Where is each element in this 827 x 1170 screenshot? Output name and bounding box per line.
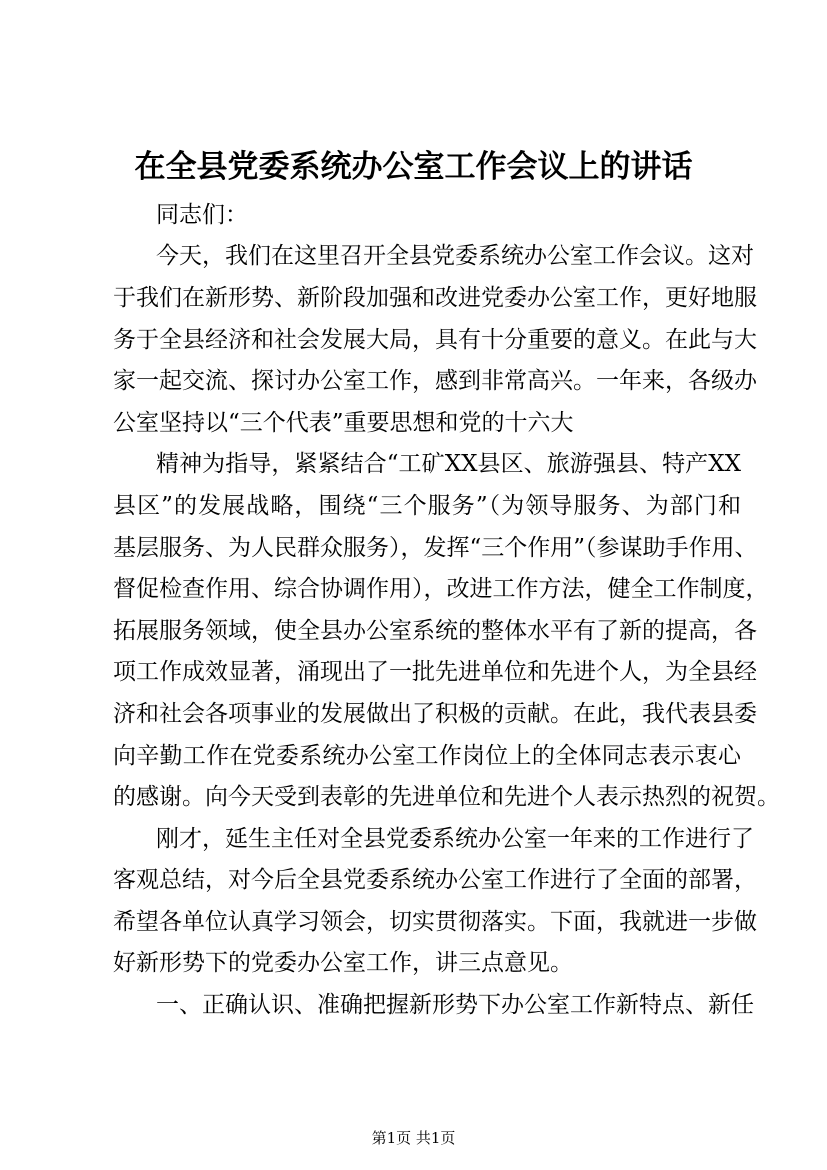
paragraph-2-line-8: 向辛勤工作在党委系统办公室工作岗位上的全体同志表示衷心 (113, 743, 741, 769)
paragraph-3-line-1: 刚才，延生主任对全县党委系统办公室一年来的工作进行了 (156, 826, 754, 852)
paragraph-3-line-3: 希望各单位认真学习领会，切实贯彻落实。下面，我就进一步做 (113, 909, 757, 935)
document-title: 在全县党委系统办公室工作会议上的讲话 (134, 149, 693, 185)
section-1-heading-line: 一、正确认识、准确把握新形势下办公室工作新特点、新任 (156, 992, 754, 1018)
paragraph-2-line-2: 县区”的发展战略，围绕“三个服务”（为领导服务、为部门和 (113, 493, 741, 519)
paragraph-2-line-3: 基层服务、为人民群众服务），发挥“三个作用”（参谋助手作用、 (113, 535, 758, 561)
paragraph-2-line-4: 督促检查作用、综合协调作用），改进工作方法，健全工作制度， (113, 576, 769, 602)
paragraph-2-line-7: 济和社会各项事业的发展做出了积极的贡献。在此，我代表县委 (113, 701, 757, 727)
salutation-line: 同志们： (156, 202, 248, 228)
paragraph-2-line-1: 精神为指导，紧紧结合“工矿XX县区、旅游强县、特产XX (156, 451, 741, 477)
paragraph-1-line-4: 家一起交流、探讨办公室工作，感到非常高兴。一年来，各级办 (113, 368, 757, 394)
paragraph-1-line-5: 公室坚持以“三个代表”重要思想和党的十六大 (113, 410, 574, 436)
paragraph-1-line-3: 务于全县经济和社会发展大局，具有十分重要的意义。在此与大 (113, 327, 757, 353)
paragraph-2-line-5: 拓展服务领域，使全县办公室系统的整体水平有了新的提高，各 (113, 618, 757, 644)
paragraph-3-line-2: 客观总结，对今后全县党委系统办公室工作进行了全面的部署， (113, 867, 757, 893)
paragraph-1-line-2: 于我们在新形势、新阶段加强和改进党委办公室工作，更好地服 (113, 285, 757, 311)
paragraph-1-line-1: 今天，我们在这里召开全县党委系统办公室工作会议。这对 (156, 243, 754, 269)
paragraph-3-line-4: 好新形势下的党委办公室工作，讲三点意见。 (113, 950, 573, 976)
page-number-footer: 第1页 共1页 (371, 1129, 456, 1147)
paragraph-2-line-9: 的感谢。向今天受到表彰的先进单位和先进个人表示热烈的祝贺。 (113, 784, 780, 810)
paragraph-2-line-6: 项工作成效显著，涌现出了一批先进单位和先进个人，为全县经 (113, 659, 757, 685)
